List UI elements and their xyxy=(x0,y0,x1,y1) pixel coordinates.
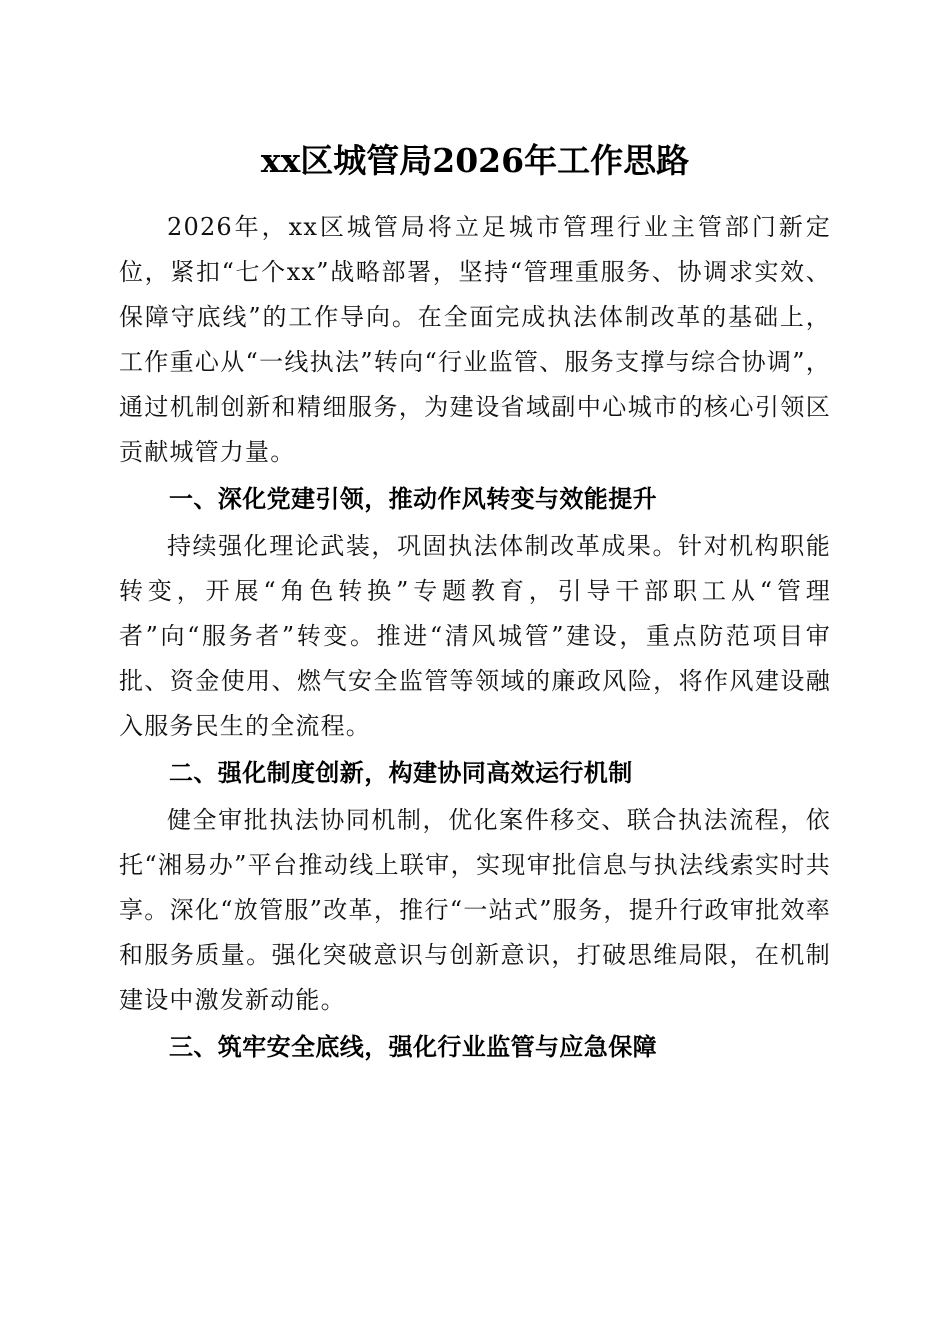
section-heading-2: 二、强化制度创新，构建协同高效运行机制 xyxy=(169,759,633,787)
section-heading-3: 三、筑牢安全底线，强化行业监管与应急保障 xyxy=(169,1033,657,1061)
section-paragraph-1: 持续强化理论武装，巩固执法体制改革成果。针对机构职能转变，开展“角色转换”专题教育，引导干部职工从“管理者”向“服务者”转变。推进“清风城管”建设，重点防范项目审批、资金使用、燃气安全监管等领域的廉政风险，将作风建设融入服务民生的全流程。 xyxy=(119,532,831,740)
intro-paragraph: 2026年，xx区城管局将立足城市管理行业主管部门新定位，紧扣“七个xx”战略部署，坚持“管理重服务、协调求实效、保障守底线”的工作导向。在全面完成执法体制改革的基础上，工作重心从“一线执法”转向“行业监管、服务支撑与综合协调”，通过机制创新和精细服务，为建设省域副中心城市的核心引领区贡献城管力量。 xyxy=(119,213,831,466)
document-title: xx区城管局2026年工作思路 xyxy=(260,141,690,180)
section-heading-1: 一、深化党建引领，推动作风转变与效能提升 xyxy=(169,485,657,513)
document-body xyxy=(119,205,831,1072)
section-paragraph-2: 健全审批执法协同机制，优化案件移交、联合执法流程，依托“湘易办”平台推动线上联审，实现审批信息与执法线索实时共享。深化“放管服”改革，推行“一站式”服务，提升行政审批效率和服务质量。强化突破意识与创新意识，打破思维局限，在机制建设中激发新动能。 xyxy=(119,806,831,1014)
